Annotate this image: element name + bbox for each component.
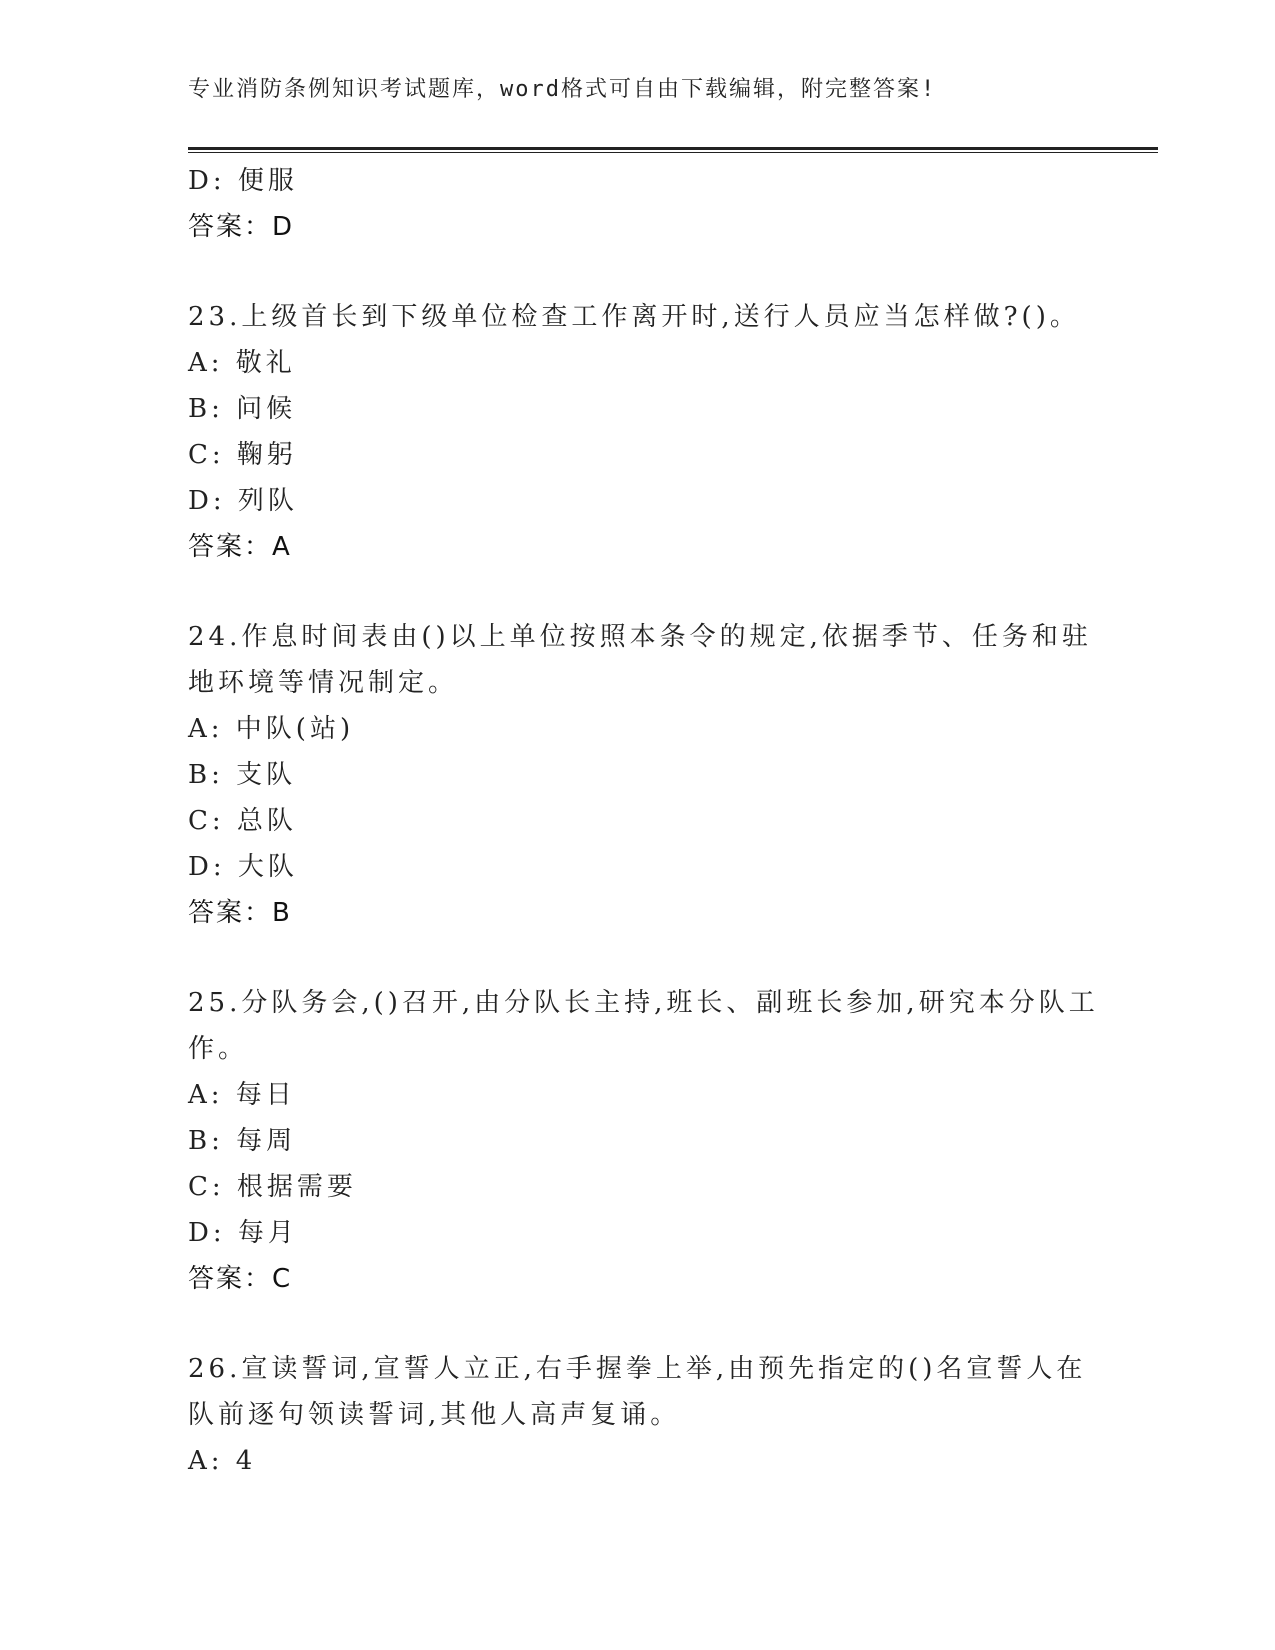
answer-line: 答案：A xyxy=(188,532,292,562)
option-b: B: 问候 xyxy=(188,394,297,424)
previous-question-tail xyxy=(188,158,1088,250)
answer-line: 答案：C xyxy=(188,1264,293,1294)
question-stem-cont: 作。 xyxy=(188,1034,249,1064)
option-a: A: 每日 xyxy=(188,1080,296,1110)
option-c: C: 总队 xyxy=(188,806,297,836)
option-b: B: 每周 xyxy=(188,1126,297,1156)
question-stem: 24.作息时间表由()以上单位按照本条令的规定,依据季节、任务和驻 xyxy=(188,622,1092,652)
question-stem: 25.分队务会,()召开,由分队长主持,班长、副班长参加,研究本分队工 xyxy=(188,988,1099,1018)
question-stem-cont: 地环境等情况制定。 xyxy=(188,668,459,698)
question-24 xyxy=(188,614,1092,936)
option-d: D: 便服 xyxy=(188,166,298,196)
option-a: A: 中队(站) xyxy=(188,714,355,744)
option-a: A: 4 xyxy=(188,1446,257,1476)
option-d: D: 列队 xyxy=(188,486,298,516)
question-stem-cont: 队前逐句领读誓词,其他人高声复诵。 xyxy=(188,1400,681,1430)
option-c: C: 根据需要 xyxy=(188,1172,357,1202)
answer-line: 答案：B xyxy=(188,898,292,928)
option-d: D: 每月 xyxy=(188,1218,298,1248)
question-26 xyxy=(188,1346,1088,1484)
question-stem: 23.上级首长到下级单位检查工作离开时,送行人员应当怎样做?()。 xyxy=(188,302,1080,332)
document-body xyxy=(188,158,1099,1484)
option-a: A: 敬礼 xyxy=(188,348,296,378)
header-rule-thin xyxy=(188,152,1158,153)
option-b: B: 支队 xyxy=(188,760,297,790)
answer-line: 答案：D xyxy=(188,212,295,242)
page-header: 专业消防条例知识考试题库，word格式可自由下载编辑，附完整答案! xyxy=(188,77,937,102)
question-25 xyxy=(188,980,1099,1302)
header-rule-thick xyxy=(188,147,1158,150)
option-d: D: 大队 xyxy=(188,852,298,882)
question-stem: 26.宣读誓词,宣誓人立正,右手握拳上举,由预先指定的()名宣誓人在 xyxy=(188,1354,1087,1384)
option-c: C: 鞠躬 xyxy=(188,440,297,470)
question-23 xyxy=(188,294,1088,570)
